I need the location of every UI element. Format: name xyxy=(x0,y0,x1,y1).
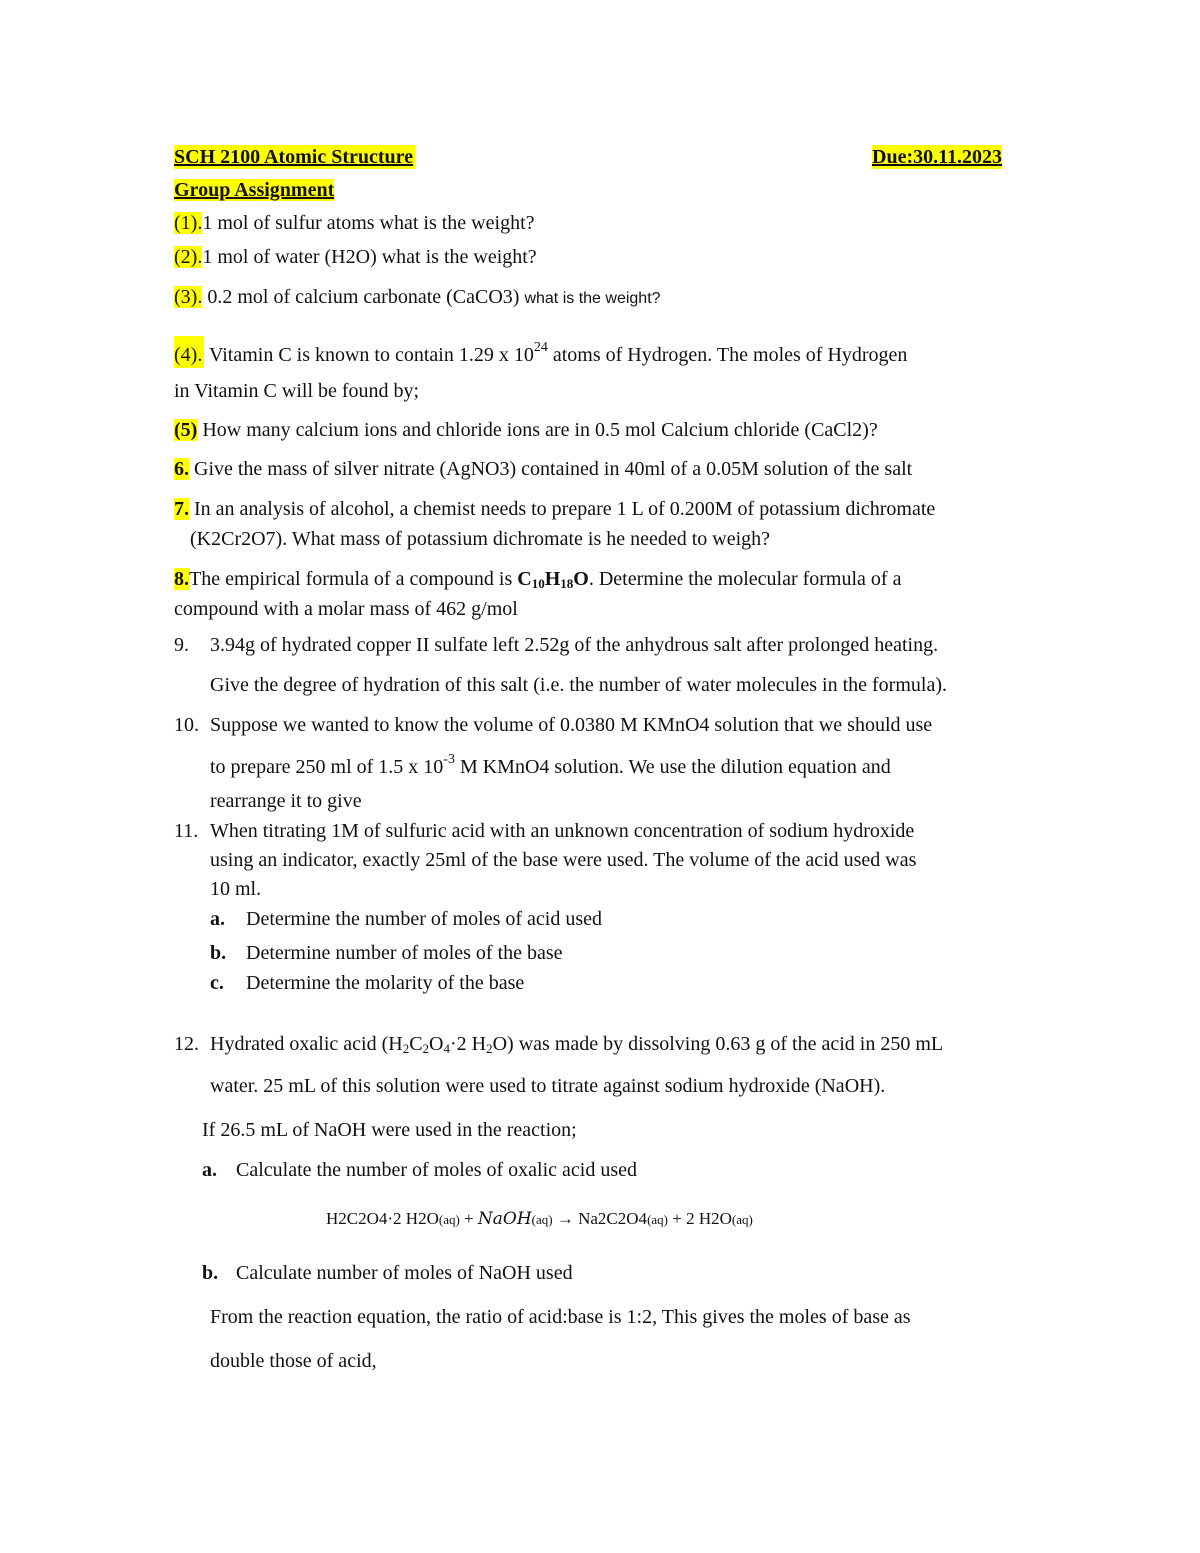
question-text: 0.2 mol of calcium carbonate (CaCO3) xyxy=(202,286,525,308)
question-text: In an analysis of alcohol, a chemist needs to prepare 1 L of 0.200M of potassium dichromate xyxy=(189,498,936,520)
question-8-line-2: compound with a molar mass of 462 g/mol xyxy=(174,598,518,620)
exponent: 24 xyxy=(533,340,548,355)
question-10-line-3: rearrange it to give xyxy=(210,790,362,812)
question-6 xyxy=(174,457,912,481)
question-number: (2). xyxy=(174,246,203,268)
question-11-part-b: b. Determine number of moles of the base xyxy=(210,942,563,964)
question-12-line-2: water. 25 mL of this solution were used to titrate against sodium hydroxide (NaOH). xyxy=(210,1075,886,1097)
question-4-line-2: in Vitamin C will be found by; xyxy=(174,380,420,402)
question-text: The empirical formula of a compound is xyxy=(189,568,518,590)
question-12-line-3: If 26.5 mL of NaOH were used in the reaction; xyxy=(202,1119,577,1141)
due-date: Due:30.11.2023 xyxy=(872,146,1002,168)
question-7 xyxy=(174,497,935,521)
course-title: SCH 2100 Atomic Structure xyxy=(174,146,414,168)
question-number: (3). xyxy=(174,286,203,308)
question-3 xyxy=(174,285,661,311)
question-text: 1 mol of water (H2O) what is the weight? xyxy=(202,246,537,268)
question-9-line-2: Give the degree of hydration of this salt (i.e. the number of water molecules in the formula). xyxy=(210,674,947,696)
question-text: How many calcium ions and chloride ions are in 0.5 mol Calcium chloride (CaCl2)? xyxy=(197,419,878,441)
question-11-number: 11. xyxy=(174,820,199,842)
question-text: Vitamin C is known to contain 1.29 x 10 xyxy=(204,344,534,366)
question-number: (5) xyxy=(174,419,198,441)
question-text: 1 mol of sulfur atoms what is the weight? xyxy=(202,212,535,234)
question-4: (4). Vitamin C is known to contain 1.29 x $10^{24}$ atoms of Hydrogen. The moles of Hydrogen xyxy=(174,343,1059,367)
answer-paragraph-line-1: From the reaction equation, the ratio of acid:base is 1:2, This gives the moles of base as xyxy=(210,1306,911,1328)
header-line xyxy=(174,145,1002,169)
question-7-line-2: (K2Cr2O7). What mass of potassium dichromate is he needed to weigh? xyxy=(190,528,771,550)
question-12-part-a: a. Calculate the number of moles of oxalic acid used xyxy=(202,1159,637,1181)
question-11-line-2: using an indicator, exactly 25ml of the base were used. The volume of the acid used was xyxy=(210,849,917,871)
question-number: (1). xyxy=(174,212,203,234)
question-9: 3.94g of hydrated copper II sulfate left 2.52g of the anhydrous salt after prolonged heating. xyxy=(210,634,939,656)
question-5 xyxy=(174,418,878,442)
question-text-tail: what is the weight? xyxy=(524,290,661,307)
question-2 xyxy=(174,245,537,269)
question-11: When titrating 1M of sulfuric acid with an unknown concentration of sodium hydroxide xyxy=(210,820,915,842)
answer-paragraph-line-2: double those of acid, xyxy=(210,1350,377,1372)
reaction-equation: H2C2O4·2 H2O(aq) + NaOH(aq) → Na2C2O4(aq) + 2 H2O(aq) xyxy=(326,1209,753,1229)
question-10-line-2: to prepare 250 ml of 1.5 x $10^{-3}$ M KMnO4 solution. We use the dilution equation and xyxy=(210,752,891,778)
question-12: Hydrated oxalic acid ($H_2C_2O_4\cdot 2$ $H_2O$) was made by dissolving 0.63 g of the acid in 250 mL xyxy=(210,1033,944,1056)
question-10: Suppose we wanted to know the volume of 0.0380 M KMnO4 solution that we should use xyxy=(210,714,933,736)
question-10-number: 10. xyxy=(174,714,199,736)
question-9-number: 9. xyxy=(174,634,189,656)
empirical-formula: $C_{10}H_{18}O$ xyxy=(517,568,589,591)
question-11-part-c: c. Determine the molarity of the base xyxy=(210,972,525,994)
question-1 xyxy=(174,211,535,235)
question-12-number: 12. xyxy=(174,1033,199,1055)
question-number: 7. xyxy=(174,498,189,520)
question-12-part-b: b. Calculate number of moles of NaOH used xyxy=(202,1262,573,1284)
question-number: 6. xyxy=(174,458,189,480)
question-11-part-a: a. Determine the number of moles of acid used xyxy=(210,908,602,930)
question-8: 8.The empirical formula of a compound is $C_{10}H_{18}O$. Determine the molecular formula of a xyxy=(174,568,902,591)
question-number: (4). xyxy=(174,336,204,368)
question-11-line-3: 10 ml. xyxy=(210,878,262,900)
question-text: Give the mass of silver nitrate (AgNO3) contained in 40ml of a 0.05M solution of the salt xyxy=(189,458,913,480)
question-number: 8. xyxy=(174,568,189,590)
exponent: -3 xyxy=(443,752,455,767)
assignment-subtitle: Group Assignment xyxy=(174,179,335,201)
